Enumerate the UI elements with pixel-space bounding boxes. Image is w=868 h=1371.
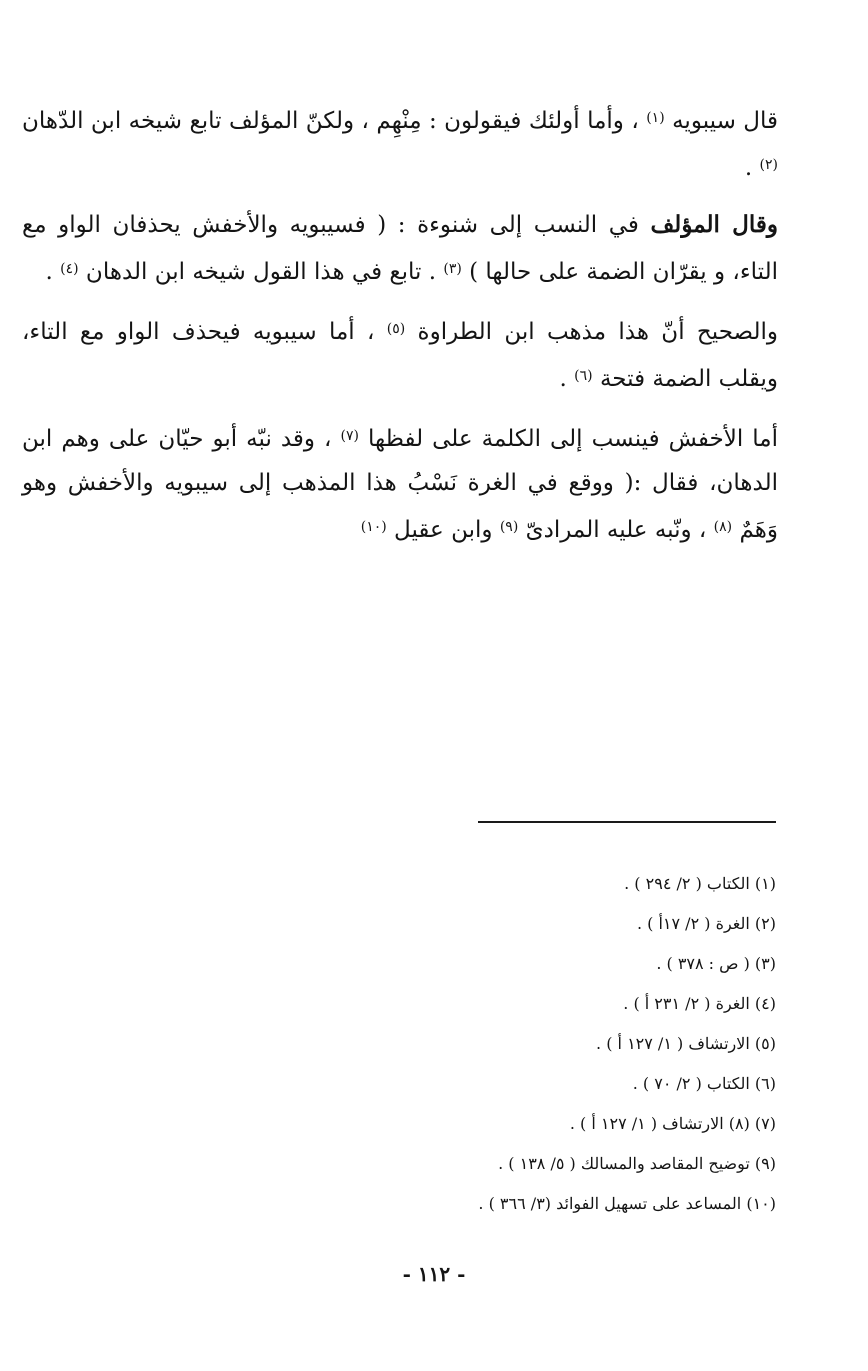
- paragraph: [22, 414, 778, 552]
- text-run: أما الأخفش فينسب إلى الكلمة على لفظها: [358, 426, 779, 452]
- text-run: والصحيح أنّ هذا مذهب ابن الطراوة: [405, 319, 778, 345]
- text-run: في النسب إلى شنوءة : ( فسيبويه والأخفش يحذفان الواو مع التاء، و يقرّان الضمة على حالها ): [22, 212, 778, 285]
- footnote-item: (٥) الارتشاف ( ١/ ١٢٧ أ ) .: [596, 1034, 776, 1053]
- footnote-ref: (٢): [759, 157, 778, 173]
- paragraph: [22, 307, 778, 401]
- footnote-ref: (١): [646, 110, 665, 126]
- text-run: .: [45, 259, 61, 285]
- bold-phrase: وقال المؤلف: [650, 211, 778, 238]
- footnote-divider: [478, 821, 776, 823]
- footnote-item: (٧) (٨) الارتشاف ( ١/ ١٢٧ أ ) .: [569, 1114, 776, 1133]
- footnote-ref: (٤): [60, 261, 79, 277]
- footnote-ref: (١٠): [360, 519, 387, 535]
- text-run: . تابع في هذا القول شيخه ابن الدهان: [78, 259, 444, 285]
- footnote-ref: (٥): [386, 321, 406, 337]
- main-text: [22, 96, 778, 565]
- footnote-ref: (٩): [499, 519, 519, 535]
- paragraph: [22, 203, 778, 294]
- footnote-item: (٢) الغرة ( ٢/ ١٧أ ) .: [636, 914, 776, 933]
- paragraph: [22, 96, 778, 190]
- footnote-item: (٣) ( ص : ٣٧٨ ) .: [656, 954, 776, 973]
- footnote-item: (١٠) المساعد على تسهيل الفوائد (٣/ ٣٦٦ ) .: [478, 1194, 776, 1213]
- footnote-ref: (٣): [443, 261, 462, 277]
- footnote-item: (٤) الغرة ( ٢/ ٢٣١ أ ) .: [623, 994, 776, 1013]
- footnote-ref: (٧): [340, 428, 359, 444]
- footnote-item: (٦) الكتاب ( ٢/ ٧٠ ) .: [632, 1074, 776, 1093]
- text-run: قال سيبويه: [664, 108, 778, 134]
- text-run: ، وأما أولئك فيقولون : مِنْهِم ، ولكنّ المؤلف تابع شيخه ابن الدّهان: [22, 108, 647, 134]
- page-number: - ١١٢ -: [402, 1262, 466, 1286]
- text-run: ، أما سيبويه فيحذف الواو مع التاء، ويقلب الضمة فتحة: [22, 319, 778, 392]
- footnote-item: (١) الكتاب ( ٢/ ٢٩٤ ) .: [624, 874, 776, 893]
- footnotes: [136, 864, 776, 1224]
- footnote-item: (٩) توضيح المقاصد والمسالك ( ٥/ ١٣٨ ) .: [498, 1154, 776, 1173]
- text-run: وابن عقيل: [386, 517, 500, 543]
- text-run: ، ونّبه عليه المرادىّ: [518, 517, 714, 543]
- text-run: ، وقد نبّه أبو حيّان على وهم ابن الدهان، فقال :( ووقع في الغرة نَسْبُ هذا المذهب إلى سيبويه والأخفش وهو وَهَمٌ: [22, 426, 778, 543]
- footnote-ref: (٦): [574, 368, 593, 384]
- footnote-ref: (٨): [713, 519, 733, 535]
- text-run: .: [744, 155, 760, 181]
- text-run: .: [559, 366, 575, 392]
